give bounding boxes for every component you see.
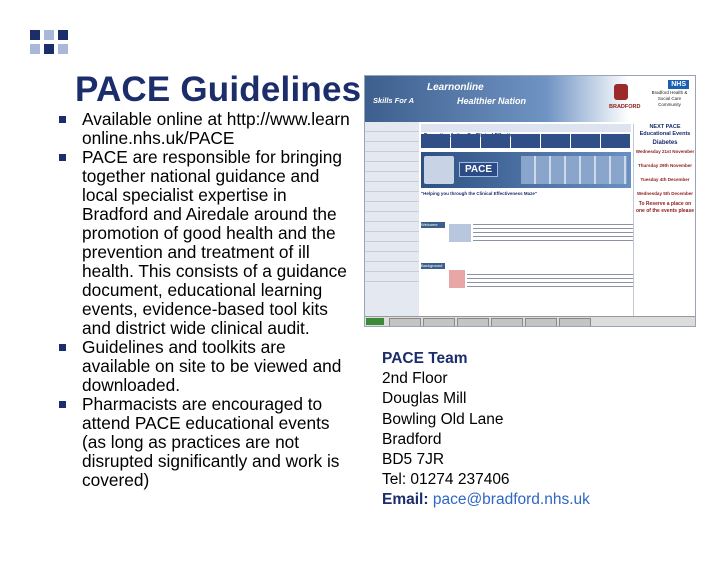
- decor-square: [30, 30, 40, 40]
- nhs-badge: NHS: [668, 80, 689, 89]
- bullet-marker: [59, 401, 66, 408]
- nav-tab: [541, 134, 570, 148]
- contact-team: PACE Team: [382, 350, 468, 367]
- sidebar-item: [365, 202, 419, 212]
- nav-tab: [601, 134, 630, 148]
- contact-line: Tel: 01274 237406: [382, 471, 510, 489]
- sidebar-item: [365, 172, 419, 182]
- nav-tab: [451, 134, 480, 148]
- sidebar-item: [365, 152, 419, 162]
- pace-logo: PACE: [459, 162, 498, 177]
- bullet-item: [58, 148, 356, 338]
- sidebar-item: [365, 142, 419, 152]
- background-image: [449, 270, 465, 288]
- bullet-marker: [59, 116, 66, 123]
- site-header: [365, 76, 695, 122]
- sidebar-item: [365, 232, 419, 242]
- welcome-image: [449, 224, 471, 242]
- bullet-text: Pharmacists are encouraged to attend PACE educational events (as long as practices are not disrupted significantly and work is covered): [82, 394, 340, 490]
- slide-title: PACE Guidelines: [75, 70, 362, 109]
- taskbar-button: [525, 318, 557, 327]
- site-slogan: "Helping you through the Clinical Effectiveness Maze": [421, 191, 538, 196]
- sidebar-item: [365, 222, 419, 232]
- contact-line: Bowling Old Lane: [382, 410, 504, 428]
- email-link[interactable]: pace@bradford.nhs.uk: [432, 491, 590, 509]
- events-topic: Diabetes: [652, 140, 678, 146]
- bullet-item: [58, 338, 356, 395]
- site-tagline-right: Healthier Nation: [457, 96, 527, 106]
- site-nav: [421, 134, 631, 148]
- sidebar-item: [365, 242, 419, 252]
- bullet-item: [58, 395, 356, 490]
- decor-square: [44, 30, 54, 40]
- reserve-text: To Reserve a place on one of the events please: [635, 201, 695, 214]
- sidebar-item: [365, 262, 419, 272]
- taskbar-button: [559, 318, 591, 327]
- taskbar-button: [491, 318, 523, 327]
- bullet-list: [58, 110, 356, 490]
- events-title: NEXT PACE Educational Events: [639, 124, 691, 137]
- faces-strip-image: [521, 156, 627, 184]
- site-sidebar: [365, 122, 419, 326]
- background-text-block: [467, 274, 633, 290]
- welcome-label: Welcome: [421, 222, 445, 228]
- faces-image: [424, 156, 454, 184]
- sidebar-item: [365, 182, 419, 192]
- contact-email-row: [382, 490, 590, 510]
- section-heading-bar: [421, 124, 631, 132]
- sidebar-item: [365, 272, 419, 282]
- taskbar-button: [423, 318, 455, 327]
- site-logo: Learnonline: [427, 82, 484, 93]
- background-label: Background: [421, 263, 445, 269]
- windows-taskbar: [365, 316, 695, 327]
- welcome-text-block: [473, 224, 633, 244]
- decor-square: [58, 44, 68, 54]
- bullet-text: Available online at http://www.learnonline.nhs.uk/PACE: [82, 109, 350, 148]
- event-day: Thursday 29th November: [637, 163, 692, 168]
- event-details: [634, 169, 696, 174]
- contact-line: BD5 7JR: [382, 451, 445, 469]
- event-details: [634, 183, 696, 188]
- contact-block: [382, 349, 590, 511]
- decor-square: [30, 44, 40, 54]
- bradford-crest-icon: [614, 84, 628, 100]
- bullet-item: [58, 110, 356, 148]
- bullet-text: PACE are responsible for bringing together national guidance and local specialist expertise in Bradford and Airedale around the promotion of good health and the prevention and treatment of ill health. This consists of a guidance document, educational learning events, evidence-based tool kits and district wide clinical audit.: [82, 147, 347, 338]
- sidebar-item: [365, 162, 419, 172]
- site-tagline-left: Skills For A: [373, 96, 414, 105]
- taskbar-button: [457, 318, 489, 327]
- email-label: Email:: [382, 491, 429, 509]
- sidebar-item: [365, 252, 419, 262]
- event-details: [634, 155, 696, 160]
- nav-tab: [481, 134, 510, 148]
- bullet-text: Guidelines and toolkits are available on site to be viewed and downloaded.: [82, 337, 342, 395]
- sidebar-item: [365, 122, 419, 132]
- pace-banner: [421, 152, 631, 188]
- org-name: BRADFORD: [609, 104, 641, 110]
- sidebar-item: [365, 212, 419, 222]
- bullet-marker: [59, 154, 66, 161]
- nav-tab: [571, 134, 600, 148]
- contact-line: Bradford: [382, 430, 442, 448]
- start-button-icon: [366, 318, 384, 325]
- nav-tab: [421, 134, 450, 148]
- trust-name: Bradford Health & Social Care Community: [651, 90, 688, 107]
- decor-square: [44, 44, 54, 54]
- event-day: Wednesday 21st November: [635, 149, 695, 154]
- event-day: Tuesday 4th December: [640, 177, 690, 182]
- sidebar-item: [365, 132, 419, 142]
- nav-tab: [511, 134, 540, 148]
- events-panel: [633, 124, 696, 326]
- contact-line: Douglas Mill: [382, 390, 467, 408]
- taskbar-button: [389, 318, 421, 327]
- bullet-marker: [59, 344, 66, 351]
- event-day: Wednesday 5th December: [637, 191, 693, 196]
- website-screenshot: [364, 75, 696, 327]
- contact-line: 2nd Floor: [382, 370, 448, 388]
- sidebar-item: [365, 192, 419, 202]
- decor-square: [58, 30, 68, 40]
